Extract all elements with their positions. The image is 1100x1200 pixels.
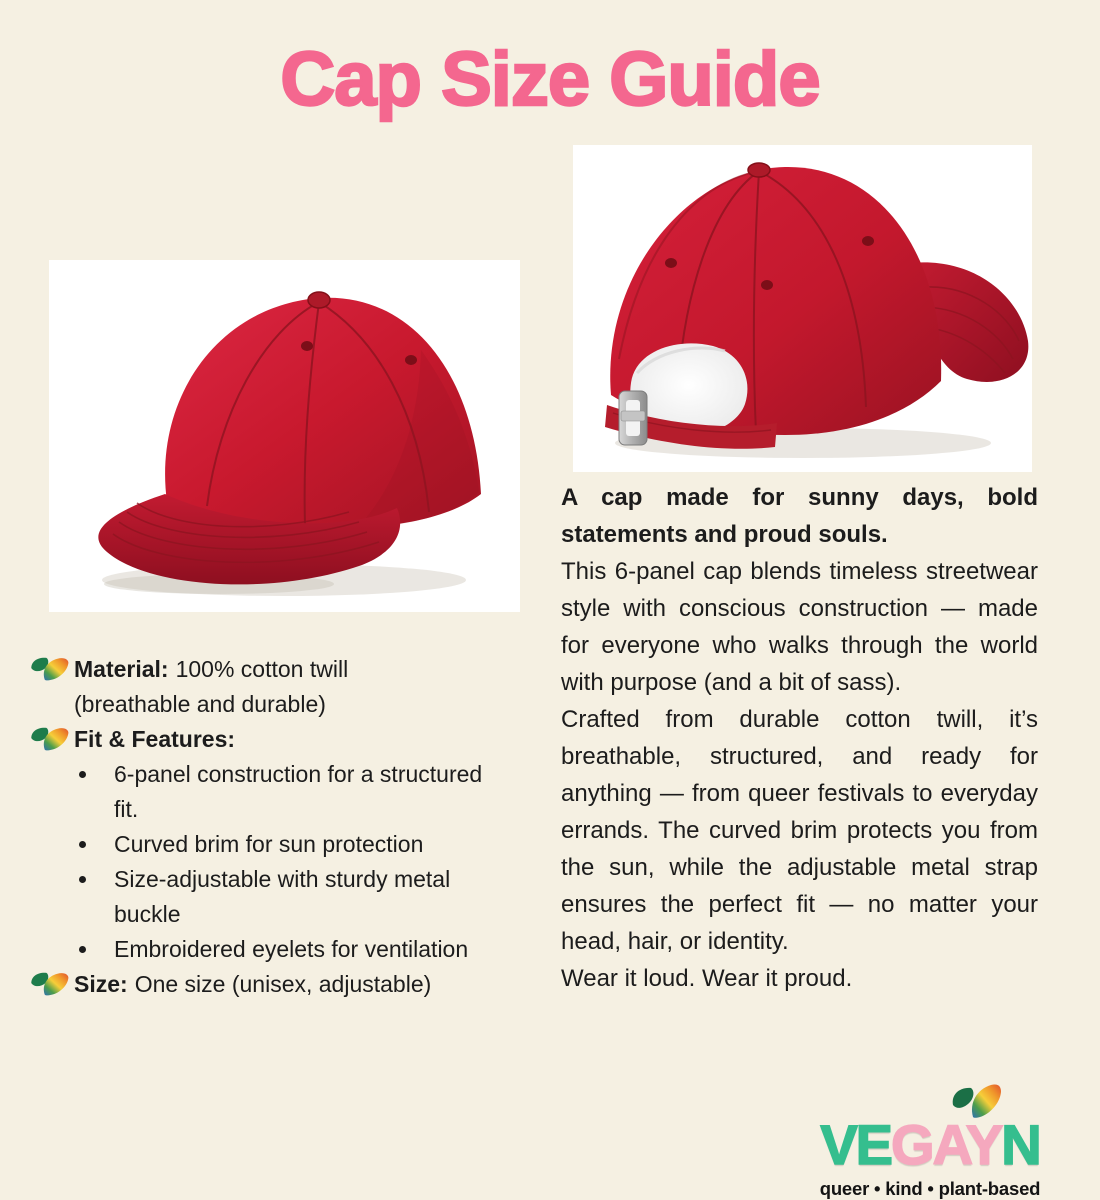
leaves-icon bbox=[28, 727, 74, 754]
feature-label: Fit & Features: bbox=[74, 726, 236, 752]
feature-text: 100% cotton twill (breathable and durable) bbox=[74, 656, 349, 717]
bullet-item: • Size-adjustable with sturdy metal buckle bbox=[100, 862, 512, 932]
feature-list bbox=[28, 652, 548, 1002]
feature-label: Size: bbox=[74, 971, 128, 997]
logo-tagline: queer • kind • plant-based bbox=[819, 1178, 1041, 1199]
vegayn-logo bbox=[812, 1087, 1048, 1200]
cap-front-photo bbox=[49, 260, 520, 612]
description-paragraph-1: This 6-panel cap blends timeless streetwear style with conscious construction — made for everyone who walks through the world with purpose (and a bit of sass). bbox=[561, 558, 1038, 696]
bullet-item: • 6-panel construction for a structured fit. bbox=[100, 757, 512, 827]
logo-wordmark bbox=[812, 1113, 1048, 1176]
feature-material bbox=[28, 652, 548, 722]
logo-n: N bbox=[1001, 1113, 1040, 1176]
description-paragraph-2: Crafted from durable cotton twill, it’s breathable, structured, and ready for anything — from queer festivals to everyday errands. The curved brim protects you from the sun, while the adjustable metal strap ensures the perfect fit — no matter your head, hair, or identity. bbox=[561, 706, 1038, 955]
description-intro: A cap made for sunny days, bold statements and proud souls. bbox=[561, 484, 1038, 548]
cap-back-photo bbox=[573, 145, 1032, 472]
logo-ve: VE bbox=[820, 1113, 892, 1176]
feature-size bbox=[28, 967, 548, 1002]
leaves-icon bbox=[28, 657, 74, 684]
cap-front-illustration bbox=[49, 260, 520, 612]
description-paragraph-3: Wear it loud. Wear it proud. bbox=[561, 965, 853, 992]
page-title: Cap Size Guide bbox=[280, 37, 820, 122]
product-description bbox=[561, 479, 1038, 997]
leaves-icon bbox=[28, 972, 74, 999]
feature-label: Material: bbox=[74, 656, 169, 682]
feature-bullets bbox=[74, 757, 512, 967]
bullet-item: • Curved brim for sun protection bbox=[100, 827, 512, 862]
logo-leaves-icon bbox=[948, 1083, 1002, 1121]
feature-text: One size (unisex, adjustable) bbox=[134, 971, 432, 997]
bullet-item: • Embroidered eyelets for ventilation bbox=[100, 932, 512, 967]
feature-fit bbox=[28, 722, 548, 967]
cap-back-illustration bbox=[573, 145, 1032, 472]
logo-gay: GAY bbox=[891, 1113, 1002, 1176]
